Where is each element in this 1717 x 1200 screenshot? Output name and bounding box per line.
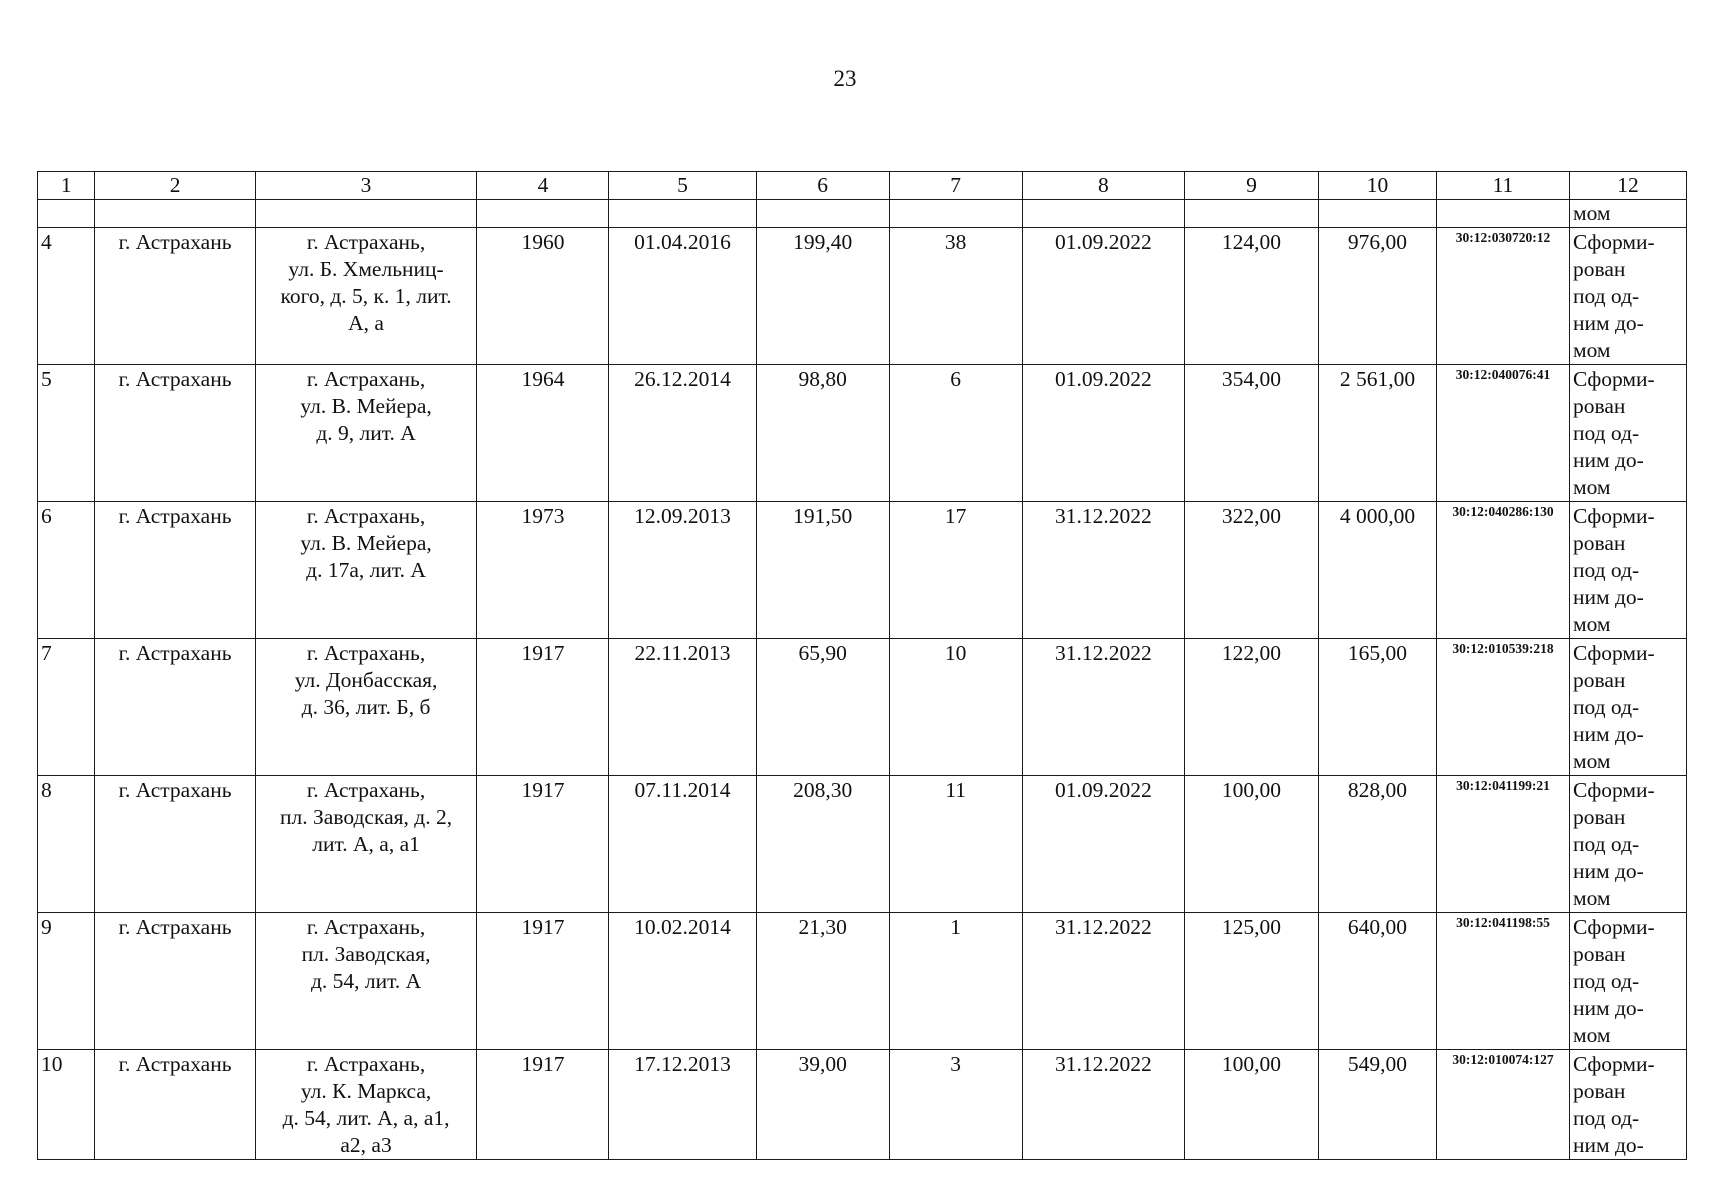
address-line: д. 54, лит. А xyxy=(310,969,422,993)
address-cell xyxy=(255,639,477,776)
date-cell: 26.12.2014 xyxy=(609,365,756,502)
status-line: Сформи- xyxy=(1572,1052,1655,1076)
value-cell: 4 000,00 xyxy=(1319,502,1437,639)
status-line: под од- xyxy=(1572,695,1640,719)
count-cell: 17 xyxy=(889,502,1022,639)
status-line: ним до- xyxy=(1572,448,1644,472)
status-cell: мом xyxy=(1569,200,1686,228)
cadastral-number-cell: 30:12:010074:127 xyxy=(1436,1050,1569,1160)
table-row xyxy=(38,776,1687,913)
address-line: пл. Заводская, д. 2, xyxy=(280,805,453,829)
count-cell: 1 xyxy=(889,913,1022,1050)
year-cell: 1964 xyxy=(477,365,609,502)
count-cell: 3 xyxy=(889,1050,1022,1160)
column-header: 6 xyxy=(756,172,889,200)
area-cell: 39,00 xyxy=(756,1050,889,1160)
table-cell xyxy=(1436,200,1569,228)
address-line: д. 9, лит. А xyxy=(316,421,416,445)
address-line: д. 54, лит. А, а, а1, xyxy=(282,1106,450,1130)
city-cell: г. Астрахань xyxy=(95,1050,255,1160)
status-line: рован xyxy=(1572,942,1626,966)
table-cell xyxy=(38,200,95,228)
cadastral-number-cell: 30:12:040076:41 xyxy=(1436,365,1569,502)
housing-register-table xyxy=(37,171,1687,1160)
status-cell xyxy=(1569,365,1686,502)
table-body xyxy=(38,200,1687,1160)
row-number-cell: 7 xyxy=(38,639,95,776)
column-header: 10 xyxy=(1319,172,1437,200)
status-line: мом xyxy=(1572,886,1611,910)
table-row xyxy=(38,502,1687,639)
status-line: под од- xyxy=(1572,421,1640,445)
status-line: рован xyxy=(1572,257,1626,281)
area-cell: 98,80 xyxy=(756,365,889,502)
column-header: 4 xyxy=(477,172,609,200)
area-cell: 191,50 xyxy=(756,502,889,639)
address-line: д. 36, лит. Б, б xyxy=(301,695,431,719)
date-cell: 01.09.2022 xyxy=(1022,228,1184,365)
area-cell: 199,40 xyxy=(756,228,889,365)
address-cell xyxy=(255,776,477,913)
table-cell xyxy=(1319,200,1437,228)
address-line: А, а xyxy=(348,311,384,335)
year-cell: 1917 xyxy=(477,776,609,913)
status-line: Сформи- xyxy=(1572,367,1655,391)
date-cell: 31.12.2022 xyxy=(1022,502,1184,639)
status-line: мом xyxy=(1572,338,1611,362)
value-cell: 828,00 xyxy=(1319,776,1437,913)
table-row xyxy=(38,365,1687,502)
address-line: г. Астрахань, xyxy=(306,1052,426,1076)
date-cell: 31.12.2022 xyxy=(1022,913,1184,1050)
status-cell xyxy=(1569,639,1686,776)
table-cell xyxy=(756,200,889,228)
column-header: 12 xyxy=(1569,172,1686,200)
table-row xyxy=(38,228,1687,365)
table-cell xyxy=(609,200,756,228)
city-cell: г. Астрахань xyxy=(95,776,255,913)
status-cell xyxy=(1569,913,1686,1050)
header-row xyxy=(38,172,1687,200)
row-number-cell: 6 xyxy=(38,502,95,639)
value-cell: 165,00 xyxy=(1319,639,1437,776)
status-line: Сформи- xyxy=(1572,778,1655,802)
status-line: Сформи- xyxy=(1572,504,1655,528)
status-line: рован xyxy=(1572,805,1626,829)
count-cell: 38 xyxy=(889,228,1022,365)
status-line: Сформи- xyxy=(1572,641,1655,665)
status-line: рован xyxy=(1572,531,1626,555)
date-cell: 22.11.2013 xyxy=(609,639,756,776)
status-line: под од- xyxy=(1572,558,1640,582)
continuation-row xyxy=(38,200,1687,228)
cadastral-number-cell: 30:12:041199:21 xyxy=(1436,776,1569,913)
column-header: 1 xyxy=(38,172,95,200)
date-cell: 31.12.2022 xyxy=(1022,639,1184,776)
date-cell: 07.11.2014 xyxy=(609,776,756,913)
status-line: под од- xyxy=(1572,284,1640,308)
date-cell: 17.12.2013 xyxy=(609,1050,756,1160)
status-line: ним до- xyxy=(1572,859,1644,883)
row-number-cell: 8 xyxy=(38,776,95,913)
cadastral-number-cell: 30:12:041198:55 xyxy=(1436,913,1569,1050)
address-line: кого, д. 5, к. 1, лит. xyxy=(280,284,452,308)
year-cell: 1960 xyxy=(477,228,609,365)
cadastral-number-cell: 30:12:030720:12 xyxy=(1436,228,1569,365)
status-line: ним до- xyxy=(1572,585,1644,609)
area-cell: 65,90 xyxy=(756,639,889,776)
address-line: г. Астрахань, xyxy=(306,504,426,528)
column-header: 2 xyxy=(95,172,255,200)
row-number-cell: 10 xyxy=(38,1050,95,1160)
city-cell: г. Астрахань xyxy=(95,502,255,639)
table-cell xyxy=(1022,200,1184,228)
address-line: г. Астрахань, xyxy=(306,230,426,254)
address-line: ул. В. Мейера, xyxy=(300,394,432,418)
year-cell: 1917 xyxy=(477,913,609,1050)
area-cell: 21,30 xyxy=(756,913,889,1050)
status-line: рован xyxy=(1572,1079,1626,1103)
address-line: д. 17а, лит. А xyxy=(306,558,426,582)
cadastral-number-cell: 30:12:010539:218 xyxy=(1436,639,1569,776)
value-cell: 122,00 xyxy=(1184,639,1318,776)
status-line: мом xyxy=(1572,475,1611,499)
date-cell: 31.12.2022 xyxy=(1022,1050,1184,1160)
table-cell xyxy=(95,200,255,228)
address-line: ул. Б. Хмельниц- xyxy=(288,257,444,281)
status-line: мом xyxy=(1572,1023,1611,1047)
address-line: ул. К. Маркса, xyxy=(300,1079,432,1103)
status-cell xyxy=(1569,776,1686,913)
city-cell: г. Астрахань xyxy=(95,913,255,1050)
status-cell xyxy=(1569,228,1686,365)
column-header: 3 xyxy=(255,172,477,200)
column-header: 7 xyxy=(889,172,1022,200)
value-cell: 354,00 xyxy=(1184,365,1318,502)
city-cell: г. Астрахань xyxy=(95,639,255,776)
status-line: Сформи- xyxy=(1572,915,1655,939)
table-cell xyxy=(1184,200,1318,228)
date-cell: 01.09.2022 xyxy=(1022,776,1184,913)
address-line: г. Астрахань, xyxy=(306,778,426,802)
value-cell: 124,00 xyxy=(1184,228,1318,365)
address-cell xyxy=(255,1050,477,1160)
area-cell: 208,30 xyxy=(756,776,889,913)
address-line: лит. А, а, а1 xyxy=(312,832,420,856)
value-cell: 976,00 xyxy=(1319,228,1437,365)
row-number-cell: 9 xyxy=(38,913,95,1050)
address-line: ул. В. Мейера, xyxy=(300,531,432,555)
city-cell: г. Астрахань xyxy=(95,228,255,365)
value-cell: 125,00 xyxy=(1184,913,1318,1050)
count-cell: 11 xyxy=(889,776,1022,913)
date-cell: 01.09.2022 xyxy=(1022,365,1184,502)
address-cell xyxy=(255,502,477,639)
status-line: Сформи- xyxy=(1572,230,1655,254)
status-line: рован xyxy=(1572,668,1626,692)
address-line: г. Астрахань, xyxy=(306,641,426,665)
year-cell: 1917 xyxy=(477,1050,609,1160)
table-row xyxy=(38,913,1687,1050)
address-cell xyxy=(255,365,477,502)
address-cell xyxy=(255,228,477,365)
cadastral-number-cell: 30:12:040286:130 xyxy=(1436,502,1569,639)
status-cell xyxy=(1569,502,1686,639)
page-number: 23 xyxy=(833,66,857,91)
city-cell: г. Астрахань xyxy=(95,365,255,502)
value-cell: 2 561,00 xyxy=(1319,365,1437,502)
table-row xyxy=(38,639,1687,776)
value-cell: 100,00 xyxy=(1184,776,1318,913)
status-line: рован xyxy=(1572,394,1626,418)
year-cell: 1973 xyxy=(477,502,609,639)
address-line: г. Астрахань, xyxy=(306,367,426,391)
address-cell xyxy=(255,913,477,1050)
date-cell: 10.02.2014 xyxy=(609,913,756,1050)
status-line: мом xyxy=(1572,612,1611,636)
status-line: ним до- xyxy=(1572,1133,1644,1157)
count-cell: 6 xyxy=(889,365,1022,502)
column-header: 5 xyxy=(609,172,756,200)
status-line: ним до- xyxy=(1572,996,1644,1020)
column-header: 8 xyxy=(1022,172,1184,200)
value-cell: 549,00 xyxy=(1319,1050,1437,1160)
status-cell xyxy=(1569,1050,1686,1160)
column-header: 11 xyxy=(1436,172,1569,200)
table-cell xyxy=(889,200,1022,228)
table-cell xyxy=(255,200,477,228)
status-line: под од- xyxy=(1572,832,1640,856)
address-line: пл. Заводская, xyxy=(301,942,431,966)
address-line: г. Астрахань, xyxy=(306,915,426,939)
address-line: ул. Донбасская, xyxy=(294,668,438,692)
table-row xyxy=(38,1050,1687,1160)
status-line: ним до- xyxy=(1572,722,1644,746)
value-cell: 322,00 xyxy=(1184,502,1318,639)
year-cell: 1917 xyxy=(477,639,609,776)
value-cell: 640,00 xyxy=(1319,913,1437,1050)
row-number-cell: 5 xyxy=(38,365,95,502)
table-cell xyxy=(477,200,609,228)
status-line: под од- xyxy=(1572,1106,1640,1130)
status-line: под од- xyxy=(1572,969,1640,993)
column-header: 9 xyxy=(1184,172,1318,200)
address-line: а2, а3 xyxy=(340,1133,392,1157)
row-number-cell: 4 xyxy=(38,228,95,365)
status-line: ним до- xyxy=(1572,311,1644,335)
count-cell: 10 xyxy=(889,639,1022,776)
value-cell: 100,00 xyxy=(1184,1050,1318,1160)
date-cell: 12.09.2013 xyxy=(609,502,756,639)
status-line: мом xyxy=(1572,749,1611,773)
date-cell: 01.04.2016 xyxy=(609,228,756,365)
